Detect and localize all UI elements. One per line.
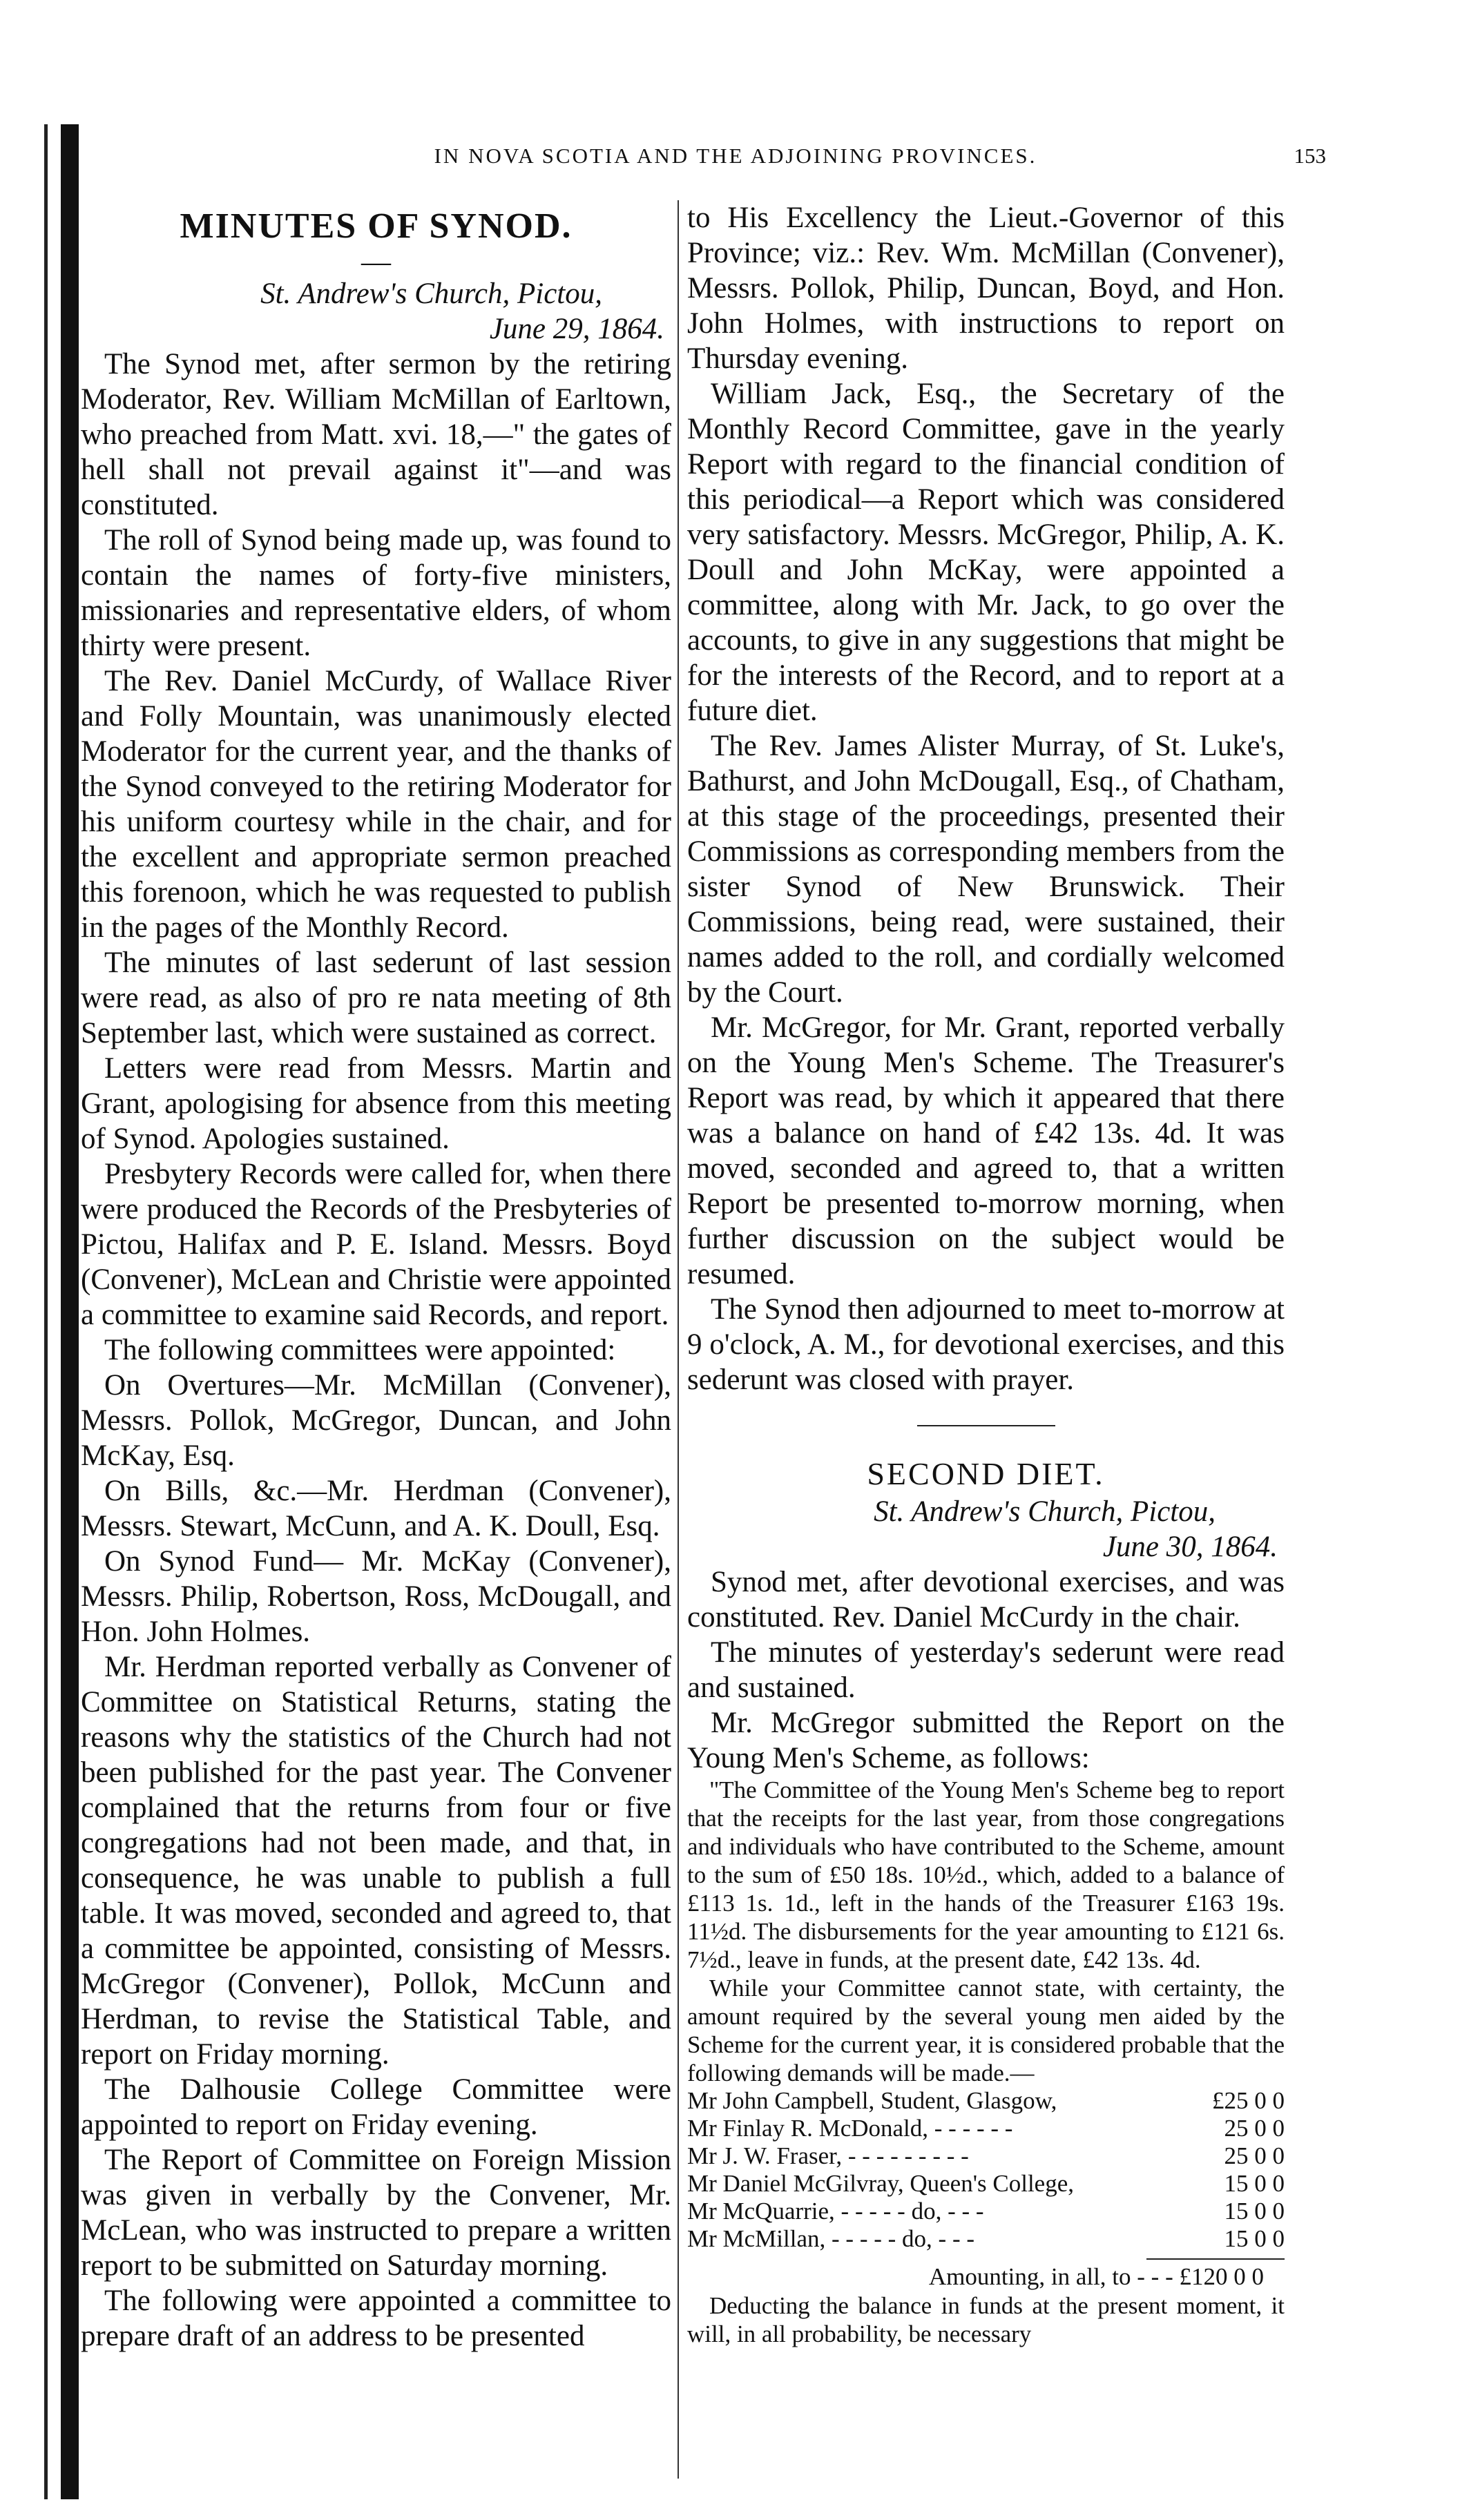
report-paragraph: While your Committee cannot state, with certainty, the amount required by the several young men aided by the Scheme for the current year, it is considered probable that the following demands will be made.— — [687, 1975, 1285, 2086]
paragraph: The Report of Committee on Foreign Mission was given in verbally by the Convener, Mr. McLean, who was instructed to prepare a written report to be submitted on Saturday morning. — [81, 2144, 671, 2282]
nominee-name: Mr McQuarrie, - - - - - do, - - - — [687, 2198, 984, 2225]
binding-edge — [61, 124, 79, 2499]
paragraph: Synod met, after devotional exercises, and was constituted. Rev. Daniel McCurdy in the chair. — [687, 1566, 1285, 1634]
paragraph: The Rev. James Alister Murray, of St. Luke's, Bathurst, and John McDougall, Esq., of Chatham, at this stage of the proceedings, presented their Commissions as corresponding members from the sister Synod of New Brunswick. Their Commissions, being read, were sustained, their names added to the roll, and cordially welcomed by the Court. — [687, 730, 1285, 1009]
nominee-amount: 15 0 0 — [1224, 2225, 1285, 2252]
nominee-amount: 25 0 0 — [1224, 2115, 1285, 2142]
nominee-name: Mr Finlay R. McDonald, - - - - - - — [687, 2115, 1013, 2142]
nominee-amount: 15 0 0 — [1224, 2170, 1285, 2197]
meeting-date: June 29, 1864. — [489, 313, 664, 345]
paragraph: to His Excellency the Lieut.-Governor of this Province; viz.: Rev. Wm. McMillan (Convener), Messrs. Pollok, Philip, Duncan, Boyd, and Hon. John Holmes, with instructions to report on Thursday evening. — [687, 202, 1285, 375]
paragraph: The roll of Synod being made up, was found to contain the names of forty-five ministers, missionaries and representative elders, of whom thirty were present. — [81, 524, 671, 662]
paragraph: The minutes of last sederunt of last session were read, as also of pro re nata meeting of 8th September last, which were sustained as correct. — [81, 947, 671, 1049]
total-amount: Amounting, in all, to - - - £120 0 0 — [928, 2263, 1264, 2290]
committee-report — [687, 1776, 1285, 2087]
paragraph: The Dalhousie College Committee were appointed to report on Friday evening. — [81, 2073, 671, 2141]
report-closing — [687, 2291, 1285, 2348]
column-divider — [678, 200, 679, 2479]
nominee-amount: £25 0 0 — [1212, 2087, 1285, 2114]
paragraph: The Synod then adjourned to meet to-morrow at 9 o'clock, A. M., for devotional exercises, and this sederunt was closed with prayer. — [687, 1293, 1285, 1396]
list-item — [687, 2170, 1285, 2198]
running-head — [83, 144, 1326, 185]
report-paragraph: "The Committee of the Young Men's Scheme beg to report that the receipts for the last year, from those congregations and individuals who have contributed to the Scheme, amount to the sum of £50 18s. 10½d., which, added to a balance of £113 1s. 1d., left in the hands of the Treasurer £163 19s. 11½d. The disbursements for the year amounting to £121 6s. 7½d., leave in funds, at the present date, £42 13s. 4d. — [687, 1776, 1285, 1973]
paragraph: Mr. McGregor submitted the Report on the Young Men's Scheme, as follows: — [687, 1707, 1285, 1774]
list-item — [687, 2087, 1285, 2115]
right-column — [687, 200, 1285, 2485]
nominee-name: Mr J. W. Fraser, - - - - - - - - - — [687, 2142, 969, 2169]
meeting-place: St. Andrew's Church, Pictou, — [874, 1495, 1216, 1528]
nominee-amount: 25 0 0 — [1224, 2142, 1285, 2169]
minutes-title: MINUTES OF SYNOD. — [180, 206, 573, 246]
list-item — [687, 2198, 1285, 2225]
nominee-name: Mr McMillan, - - - - - do, - - - — [687, 2225, 975, 2252]
paragraph: William Jack, Esq., the Secretary of the Monthly Record Committee, gave in the yearly Report with regard to the financial condition of this periodical—a Report which was considered very satisfactory. Messrs. McGregor, Philip, A. K. Doull and John McKay, were appointed a committee, along with Mr. Jack, to go over the accounts, to give in any suggestions that might be for the interests of the Record, and to report at a future diet. — [687, 378, 1285, 727]
list-item — [687, 2225, 1285, 2253]
meeting-date: June 30, 1864. — [1102, 1531, 1278, 1563]
binding-edge-thin — [44, 124, 48, 2499]
paragraph: Letters were read from Messrs. Martin and Grant, apologising for absence from this meeting of Synod. Apologies sustained. — [81, 1052, 671, 1155]
paragraph: Mr. McGregor, for Mr. Grant, reported verbally on the Young Men's Scheme. The Treasurer's Report was read, by which it appeared that there was a balance on hand of £42 13s. 4d. It was moved, seconded and agreed to, that a written Report be presented to-morrow morning, when further discussion on the subject would be resumed. — [687, 1011, 1285, 1290]
nominee-name: Mr John Campbell, Student, Glasgow, — [687, 2087, 1057, 2114]
page-number: 153 — [1294, 144, 1326, 168]
nominee-amount: 15 0 0 — [1224, 2198, 1285, 2225]
report-paragraph: Deducting the balance in funds at the present moment, it will, in all probability, be necessary — [687, 2292, 1285, 2347]
paragraph: On Synod Fund— Mr. McKay (Convener), Messrs. Philip, Robertson, Ross, McDougall, and Hon. John Holmes. — [81, 1545, 671, 1648]
nominee-name: Mr Daniel McGilvray, Queen's College, — [687, 2170, 1074, 2197]
left-column — [81, 200, 671, 2485]
paragraph: Mr. Herdman reported verbally as Convener of Committee on Statistical Returns, stating the reasons why the statistics of the Church had not been published for the past year. The Convener complained that the returns from four or five congregations had not been made, and that, in consequence, he was unable to publish a full table. It was moved, seconded and agreed to, that a committee be appointed, consisting of Messrs. McGregor (Convener), Pollok, McCunn and Herdman, to revise the Statistical Table, and report on Friday morning. — [81, 1651, 671, 2071]
paragraph: The following committees were appointed: — [104, 1334, 616, 1366]
second-diet-title: SECOND DIET. — [867, 1456, 1105, 1491]
paragraph: The Rev. Daniel McCurdy, of Wallace River and Folly Mountain, was unanimously elected Moderator for the current year, and the thanks of the Synod conveyed to the retiring Moderator for his uniform courtesy while in the chair, and for the excellent and appropriate sermon preached this forenoon, which he was requested to publish in the pages of the Monthly Record. — [81, 665, 671, 944]
running-head-title: IN NOVA SCOTIA AND THE ADJOINING PROVINCES. — [434, 144, 1037, 168]
title-dash: — — [361, 246, 391, 278]
paragraph: On Bills, &c.—Mr. Herdman (Convener), Messrs. Stewart, McCunn, and A. K. Doull, Esq. — [81, 1475, 671, 1542]
section-rule — [917, 1425, 1055, 1426]
paragraph: The minutes of yesterday's sederunt were read and sustained. — [687, 1636, 1285, 1704]
paragraph: The Synod met, after sermon by the retiring Moderator, Rev. William McMillan of Earltown, who preached from Matt. xvi. 18,—" the gates of hell shall not prevail against it"—and was constituted. — [81, 348, 671, 521]
list-item — [687, 2142, 1285, 2170]
list-item — [687, 2115, 1285, 2142]
paragraph: The following were appointed a committee to prepare draft of an address to be presented — [81, 2285, 671, 2352]
paragraph: Presbytery Records were called for, when there were produced the Records of the Presbyteries of Pictou, Halifax and P. E. Island. Messrs. Boyd (Convener), McLean and Christie were appointed a committee to examine said Records, and report. — [81, 1158, 671, 1331]
nominee-list — [687, 2087, 1285, 2253]
total-rule — [1146, 2258, 1285, 2260]
paragraph: On Overtures—Mr. McMillan (Convener), Messrs. Pollok, McGregor, Duncan, and John McKay, Esq. — [81, 1369, 671, 1472]
meeting-place: St. Andrew's Church, Pictou, — [260, 278, 602, 310]
